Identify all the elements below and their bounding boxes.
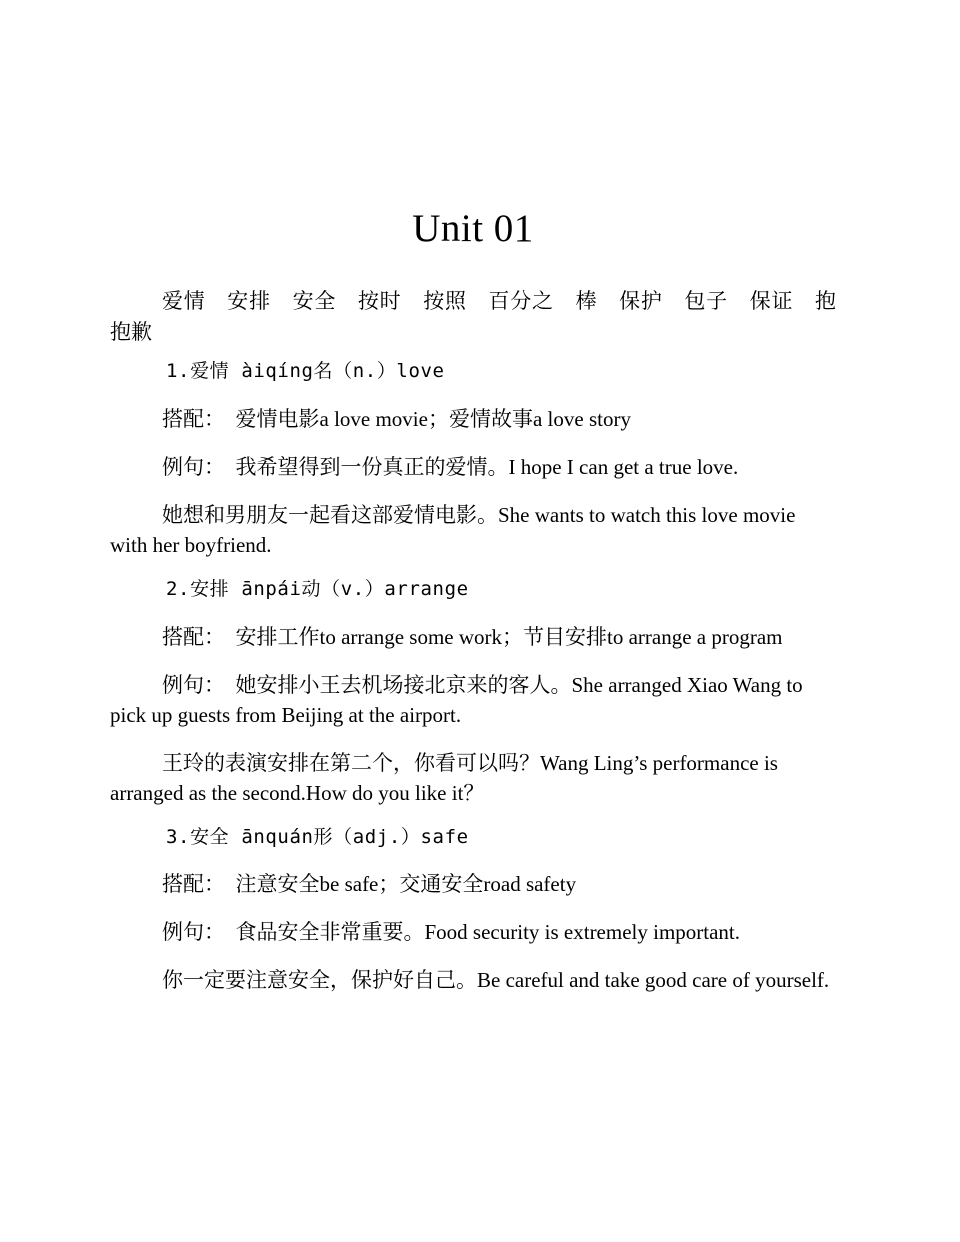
spacer (110, 384, 836, 404)
spacer (110, 899, 836, 917)
entry-3-headword: 3.安全 ānquán形（adj.）safe (166, 825, 469, 848)
entry-1-collocation: 搭配： 爱情电影a love movie；爱情故事a love story (162, 406, 631, 431)
spacer (110, 652, 836, 670)
entry-3 (110, 826, 836, 996)
entry-2-collocation: 搭配： 安排工作to arrange some work；节目安排to arrange a program (162, 624, 783, 649)
entry-3-example-2: 你一定要注意安全，保护好自己。Be careful and take good care of yourself. (162, 968, 830, 993)
entry-2 (110, 578, 836, 808)
entry-1-example-1: 例句： 我希望得到一份真正的爱情。I hope I can get a true love. (162, 454, 739, 479)
entry-3-example-1: 例句： 食品安全非常重要。Food security is extremely important. (162, 920, 741, 945)
entry-3-collocation: 搭配： 注意安全be safe；交通安全road safety (162, 872, 577, 897)
spacer (110, 849, 836, 869)
spacer (110, 434, 836, 452)
entry-2-headword: 2.安排 ānpái动（v.）arrange (166, 577, 469, 600)
entry-1-headword: 1.爱情 àiqíng名（n.）love (166, 360, 445, 382)
vocabulary-header-list: 爱情 安排 安全 按时 按照 百分之 棒 保护 包子 保证 抱 抱歉 (110, 289, 857, 344)
entry-2-example-2: 王玲的表演安排在第二个，你看可以吗？Wang Ling’s performance is arranged as the second.How do you like it？ (110, 750, 778, 805)
spacer (110, 947, 836, 965)
entry-1 (110, 360, 836, 560)
spacer (110, 560, 836, 578)
spacer (110, 808, 836, 826)
entries-container (110, 360, 836, 995)
spacer (110, 730, 836, 748)
entry-2-example-1: 例句： 她安排小王去机场接北京来的客人。She arranged Xiao Wang to pick up guests from Beijing at the airport. (110, 672, 803, 727)
spacer (110, 602, 836, 622)
spacer (110, 482, 836, 500)
entry-1-example-2: 她想和男朋友一起看这部爱情电影。She wants to watch this love movie with her boyfriend. (110, 502, 796, 557)
page-title: Unit 01 (412, 207, 534, 250)
